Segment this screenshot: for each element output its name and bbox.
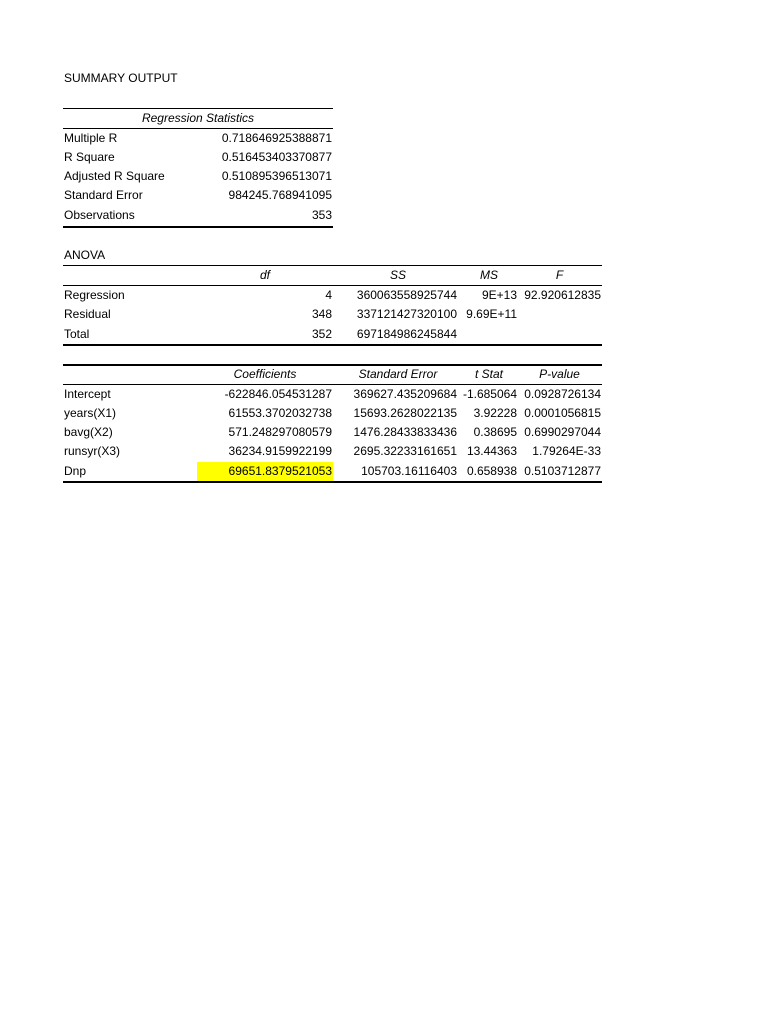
anova-bottom-border bbox=[63, 344, 602, 346]
coef-p-value: 0.0001056815 bbox=[524, 406, 601, 420]
regstats-value: 984245.768941095 bbox=[228, 188, 332, 202]
coef-header-t-stat: t Stat bbox=[474, 367, 503, 381]
coef-p-value: 0.5103712877 bbox=[524, 464, 601, 478]
anova-f bbox=[517, 305, 601, 324]
regstats-label: R Square bbox=[64, 150, 115, 164]
coef-value-highlighted: 69651.8379521053 bbox=[228, 464, 332, 478]
regstats-value: 353 bbox=[311, 208, 332, 222]
regstats-value: 0.516453403370877 bbox=[221, 150, 332, 164]
coef-t-stat: 13.44363 bbox=[466, 444, 517, 458]
coef-p-value: 1.79264E-33 bbox=[532, 444, 601, 458]
coef-t-stat: 0.38695 bbox=[473, 425, 517, 439]
coef-standard-error: 369627.435209684 bbox=[353, 387, 457, 401]
regstats-header: Regression Statistics bbox=[141, 111, 255, 125]
regstats-label: Standard Error bbox=[64, 188, 143, 202]
anova-df: 348 bbox=[311, 307, 332, 321]
coef-value: -622846.054531287 bbox=[224, 387, 332, 401]
coef-header-p-value: P-value bbox=[539, 367, 580, 381]
anova-ms bbox=[461, 325, 517, 344]
anova-ms: 9.69E+11 bbox=[466, 307, 517, 321]
anova-row-label: Residual bbox=[64, 307, 111, 321]
coef-p-value: 0.6990297044 bbox=[524, 425, 601, 439]
coef-row-label: runsyr(X3) bbox=[64, 444, 121, 458]
anova-ss: 697184986245844 bbox=[356, 327, 457, 341]
coef-value: 571.248297080579 bbox=[228, 425, 332, 439]
coef-t-stat: -1.685064 bbox=[462, 387, 517, 401]
regstats-label: Observations bbox=[64, 208, 135, 222]
anova-row-label: Regression bbox=[64, 288, 125, 302]
anova-df: 4 bbox=[325, 288, 332, 302]
coef-value: 36234.9159922199 bbox=[228, 444, 332, 458]
regstats-value: 0.718646925388871 bbox=[221, 131, 332, 145]
coef-row-label: Intercept bbox=[64, 387, 111, 401]
anova-ss: 360063558925744 bbox=[356, 288, 457, 302]
anova-f: 92.920612835 bbox=[524, 288, 601, 302]
anova-f bbox=[517, 325, 601, 344]
coef-row-label: Dnp bbox=[64, 464, 87, 478]
coef-value: 61553.3702032738 bbox=[228, 406, 332, 420]
anova-df: 352 bbox=[311, 327, 332, 341]
anova-header-f: F bbox=[555, 268, 564, 282]
coef-row-label: years(X1) bbox=[64, 406, 117, 420]
anova-row-label: Total bbox=[64, 327, 90, 341]
coef-standard-error: 105703.16116403 bbox=[361, 464, 457, 478]
coef-header-coefficients: Coefficients bbox=[233, 367, 297, 381]
page-title: SUMMARY OUTPUT bbox=[64, 71, 178, 85]
coef-t-stat: 0.658938 bbox=[466, 464, 517, 478]
regstats-bottom-border bbox=[63, 226, 333, 228]
regstats-label: Adjusted R Square bbox=[64, 169, 165, 183]
anova-ss: 337121427320100 bbox=[356, 307, 457, 321]
coef-p-value: 0.0928726134 bbox=[524, 387, 601, 401]
anova-header-ss: SS bbox=[389, 268, 406, 282]
anova-title: ANOVA bbox=[64, 248, 106, 262]
coef-t-stat: 3.92228 bbox=[473, 406, 517, 420]
anova-header-ms: MS bbox=[480, 268, 498, 282]
coef-bottom-border bbox=[63, 481, 602, 483]
coef-standard-error: 2695.32233161651 bbox=[353, 444, 457, 458]
regstats-label: Multiple R bbox=[64, 131, 118, 145]
regstats-value: 0.510895396513071 bbox=[221, 169, 332, 183]
anova-header-df: df bbox=[259, 268, 270, 282]
anova-ms: 9E+13 bbox=[481, 288, 517, 302]
coef-standard-error: 1476.28433833436 bbox=[353, 425, 457, 439]
coef-header-standard-error: Standard Error bbox=[358, 367, 438, 381]
coef-standard-error: 15693.2628022135 bbox=[353, 406, 457, 420]
coef-row-label: bavg(X2) bbox=[64, 425, 113, 439]
